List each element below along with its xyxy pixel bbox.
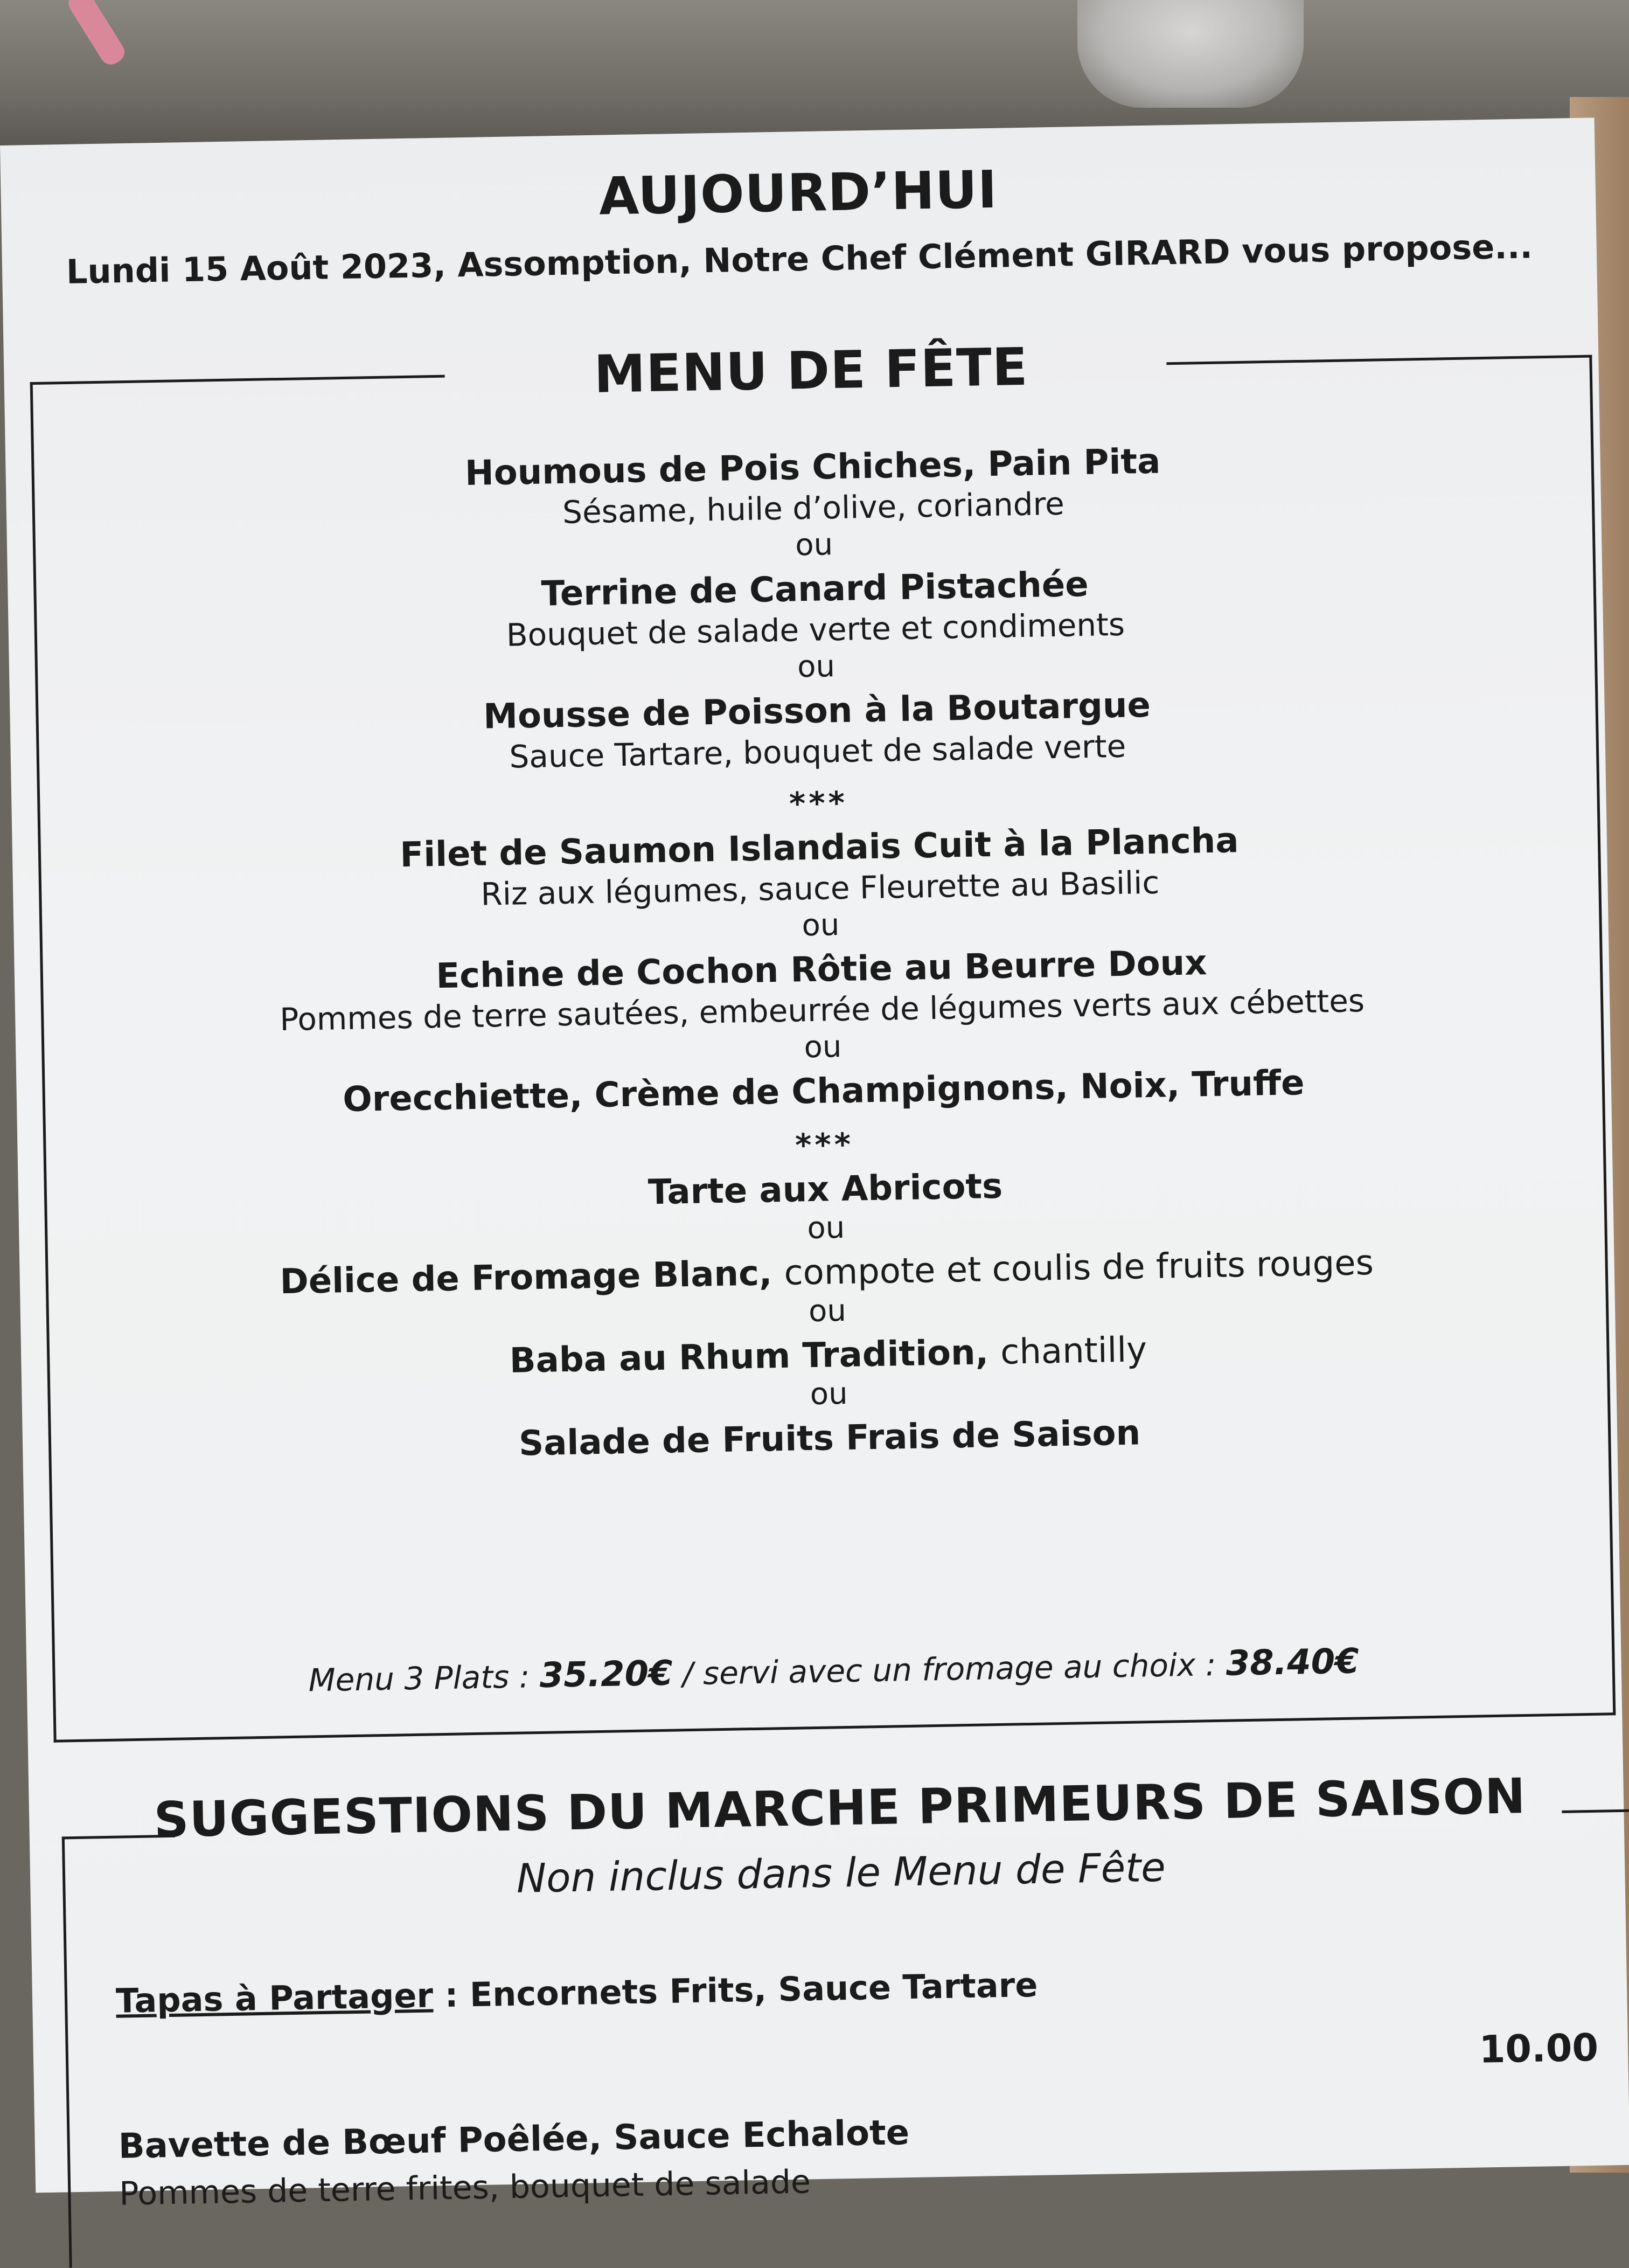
main-dish: Orecchiette, Crème de Champignons, Noix, Truffe xyxy=(342,1063,1305,1120)
main-desc: Riz aux légumes, sauce Fleurette au Basilic xyxy=(480,864,1160,913)
tapas-price: 10.00 xyxy=(1478,2025,1599,2072)
starter-desc: Bouquet de salade verte et condiments xyxy=(506,606,1125,654)
menu-fete-title: MENU DE FÊTE xyxy=(593,336,1029,405)
water-glass xyxy=(1077,0,1304,108)
suggestions-subtitle: Non inclus dans le Menu de Fête xyxy=(516,1844,1166,1902)
dessert-dish: Délice de Fromage Blanc, xyxy=(279,1253,772,1302)
tapas-label: Tapas à Partager xyxy=(115,1975,434,2021)
page-title: AUJOURD’HUI xyxy=(598,159,998,227)
dessert-dish: Baba au Rhum Tradition, xyxy=(509,1333,989,1381)
dessert-dish: Tarte aux Abricots xyxy=(648,1166,1003,1213)
bavette-dish: Bavette de Bœuf Poêlée, Sauce Echalote xyxy=(118,2113,910,2167)
or-label: ou xyxy=(806,1210,845,1246)
dessert-desc: chantilly xyxy=(1000,1330,1147,1372)
starter-desc: Sauce Tartare, bouquet de salade verte xyxy=(509,727,1126,775)
tapas-line xyxy=(115,1965,1038,2021)
dessert-dish: Salade de Fruits Frais de Saison xyxy=(518,1413,1141,1464)
menu-courses xyxy=(34,425,1609,1469)
main-dish: Echine de Cochon Rôtie au Beurre Doux xyxy=(435,943,1208,997)
or-label: ou xyxy=(808,1293,847,1329)
or-label: ou xyxy=(802,907,840,944)
or-label: ou xyxy=(797,649,836,685)
starter-dish: Terrine de Canard Pistachée xyxy=(541,564,1089,614)
page-subtitle: Lundi 15 Août 2023, Assomption, Notre Chef Clément GIRARD vous propose... xyxy=(66,226,1533,292)
price-with-cheese: 38.40€ xyxy=(1226,1641,1360,1684)
menu-price-line xyxy=(55,1637,1612,1704)
suggestions-title: SUGGESTIONS DU MARCHE PRIMEURS DE SAISON xyxy=(153,1768,1527,1849)
starter-dish: Houmous de Pois Chiches, Pain Pita xyxy=(464,441,1161,494)
price-label: Menu 3 Plats : xyxy=(308,1658,530,1699)
main-dish: Filet de Saumon Islandais Cuit à la Plancha xyxy=(399,821,1240,876)
price-3-plats: 35.20€ xyxy=(539,1653,673,1696)
or-label: ou xyxy=(810,1376,848,1412)
or-label: ou xyxy=(803,1029,842,1065)
course-separator: *** xyxy=(789,784,848,822)
main-desc: Pommes de terre sautées, embeurrée de légumes verts aux cébettes xyxy=(279,982,1365,1038)
menu-fete-box xyxy=(30,336,1616,1742)
or-label: ou xyxy=(795,527,833,563)
dessert-desc: compote et coulis de fruits rouges xyxy=(783,1243,1374,1293)
tapas-text: : Encornets Frits, Sauce Tartare xyxy=(444,1965,1038,2015)
bavette-desc: Pommes de terre frites, bouquet de salade xyxy=(119,2163,811,2213)
starter-dish: Mousse de Poisson à la Boutargue xyxy=(483,685,1151,737)
suggestions-box xyxy=(62,1768,1624,2267)
starter-desc: Sésame, huile d’olive, coriandre xyxy=(562,485,1065,531)
course-separator: *** xyxy=(795,1126,854,1164)
menu-sheet xyxy=(0,117,1629,2213)
price-label: / servi avec un fromage au choix : xyxy=(682,1646,1216,1693)
